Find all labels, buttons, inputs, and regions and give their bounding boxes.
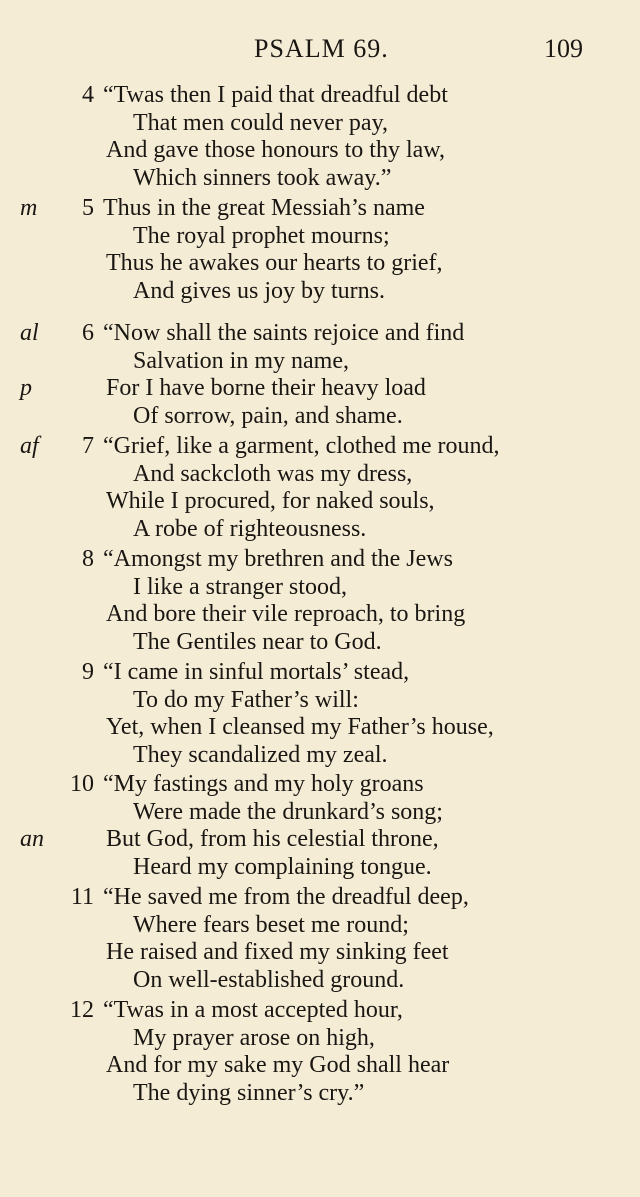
stanza-11 (0, 884, 640, 994)
verse-text: “Twas then I paid that dreadful debt (103, 82, 448, 108)
verse-line (0, 433, 640, 461)
verse-line (0, 546, 640, 574)
verse-text: On well-established ground. (133, 966, 405, 993)
verse-text: “Twas in a most accepted hour, (103, 997, 403, 1023)
stanza-7 (0, 433, 640, 543)
verse-line (0, 82, 640, 110)
verse-line (0, 1052, 640, 1080)
verse-line (0, 601, 640, 629)
verse-text: He raised and fixed my sinking feet (106, 939, 449, 965)
dynamic-marking: m (20, 195, 38, 221)
verse-text: And for my sake my God shall hear (106, 1052, 450, 1078)
dynamic-marking: af (20, 433, 39, 459)
stanza-5 (0, 195, 640, 305)
stanza-number: 5 (82, 195, 94, 221)
verse-text: “He saved me from the dreadful deep, (103, 884, 469, 910)
stanza-number: 11 (70, 884, 94, 910)
verse-line (0, 826, 640, 854)
verse-text: A robe of righteousness. (133, 515, 367, 542)
verse-line (0, 997, 640, 1025)
stanza-8 (0, 546, 640, 656)
verse-line (0, 137, 640, 165)
verse-line (0, 165, 640, 193)
verse-line (0, 516, 640, 544)
verse-text: And bore their vile reproach, to bring (106, 601, 466, 627)
verse-text: Yet, when I cleansed my Father’s house, (106, 714, 494, 740)
stanza-9 (0, 659, 640, 769)
verse-line (0, 110, 640, 138)
verse-line (0, 320, 640, 348)
verse-text: The royal prophet mourns; (133, 222, 390, 249)
stanza-number: 12 (70, 997, 94, 1023)
verse-line (0, 939, 640, 967)
verse-text: Heard my complaining tongue. (133, 853, 432, 880)
verse-line (0, 912, 640, 940)
verse-line (0, 461, 640, 489)
verse-line (0, 488, 640, 516)
stanza-number: 6 (82, 320, 94, 346)
verse-text: They scandalized my zeal. (133, 741, 388, 768)
stanza-6 (0, 320, 640, 430)
verse-line (0, 1025, 640, 1053)
verse-line (0, 771, 640, 799)
stanza-number: 9 (82, 659, 94, 685)
stanza-number: 8 (82, 546, 94, 572)
verse-line (0, 195, 640, 223)
verse-text: Thus he awakes our hearts to grief, (106, 250, 443, 276)
dynamic-marking: al (20, 320, 39, 346)
verse-text: And gives us joy by turns. (133, 277, 385, 304)
dynamic-marking: an (20, 826, 44, 852)
stanza-4 (0, 82, 640, 192)
verse-text: Salvation in my name, (133, 347, 349, 374)
verse-text: My prayer arose on high, (133, 1024, 375, 1051)
verse-text: The Gentiles near to God. (133, 628, 382, 655)
verse-text: “Grief, like a garment, clothed me round, (103, 433, 500, 459)
verse-text: Of sorrow, pain, and shame. (133, 402, 403, 429)
verse-line (0, 278, 640, 306)
verse-text: To do my Father’s will: (133, 686, 359, 713)
stanza-10 (0, 771, 640, 881)
verse-text: The dying sinner’s cry.” (133, 1079, 365, 1106)
verse-line (0, 742, 640, 770)
verse-line (0, 348, 640, 376)
verse-line (0, 629, 640, 657)
verse-text: Where fears beset me round; (133, 911, 409, 938)
verse-text: “My fastings and my holy groans (103, 771, 424, 797)
dynamic-marking: p (20, 375, 32, 401)
verse-text: Thus in the great Messiah’s name (103, 195, 425, 221)
verse-line (0, 375, 640, 403)
verse-line (0, 659, 640, 687)
verse-line (0, 223, 640, 251)
verse-text: While I procured, for naked souls, (106, 488, 435, 514)
stanza-number: 10 (70, 771, 94, 797)
verse-text: For I have borne their heavy load (106, 375, 426, 401)
verse-line (0, 574, 640, 602)
stanza-number: 4 (82, 82, 94, 108)
verse-text: “Now shall the saints rejoice and find (103, 320, 465, 346)
verse-text: And sackcloth was my dress, (133, 460, 413, 487)
verse-line (0, 687, 640, 715)
verse-line (0, 1080, 640, 1108)
verse-text: But God, from his celestial throne, (106, 826, 439, 852)
verse-line (0, 854, 640, 882)
verse-text: “I came in sinful mortals’ stead, (103, 659, 410, 685)
verse-line (0, 799, 640, 827)
page-number: 109 (544, 34, 583, 63)
page-title: PSALM 69. (254, 34, 389, 63)
verse-line (0, 967, 640, 995)
verse-text: “Amongst my brethren and the Jews (103, 546, 453, 572)
verse-line (0, 714, 640, 742)
verse-line (0, 884, 640, 912)
verse-line (0, 403, 640, 431)
verse-text: Which sinners took away.” (133, 164, 392, 191)
verse-line (0, 250, 640, 278)
stanza-number: 7 (82, 433, 94, 459)
verse-text: And gave those honours to thy law, (106, 137, 446, 163)
verse-text: I like a stranger stood, (133, 573, 347, 600)
page-header (0, 34, 640, 70)
verse-text: That men could never pay, (133, 109, 389, 136)
stanza-12 (0, 997, 640, 1107)
verse-text: Were made the drunkard’s song; (133, 798, 443, 825)
